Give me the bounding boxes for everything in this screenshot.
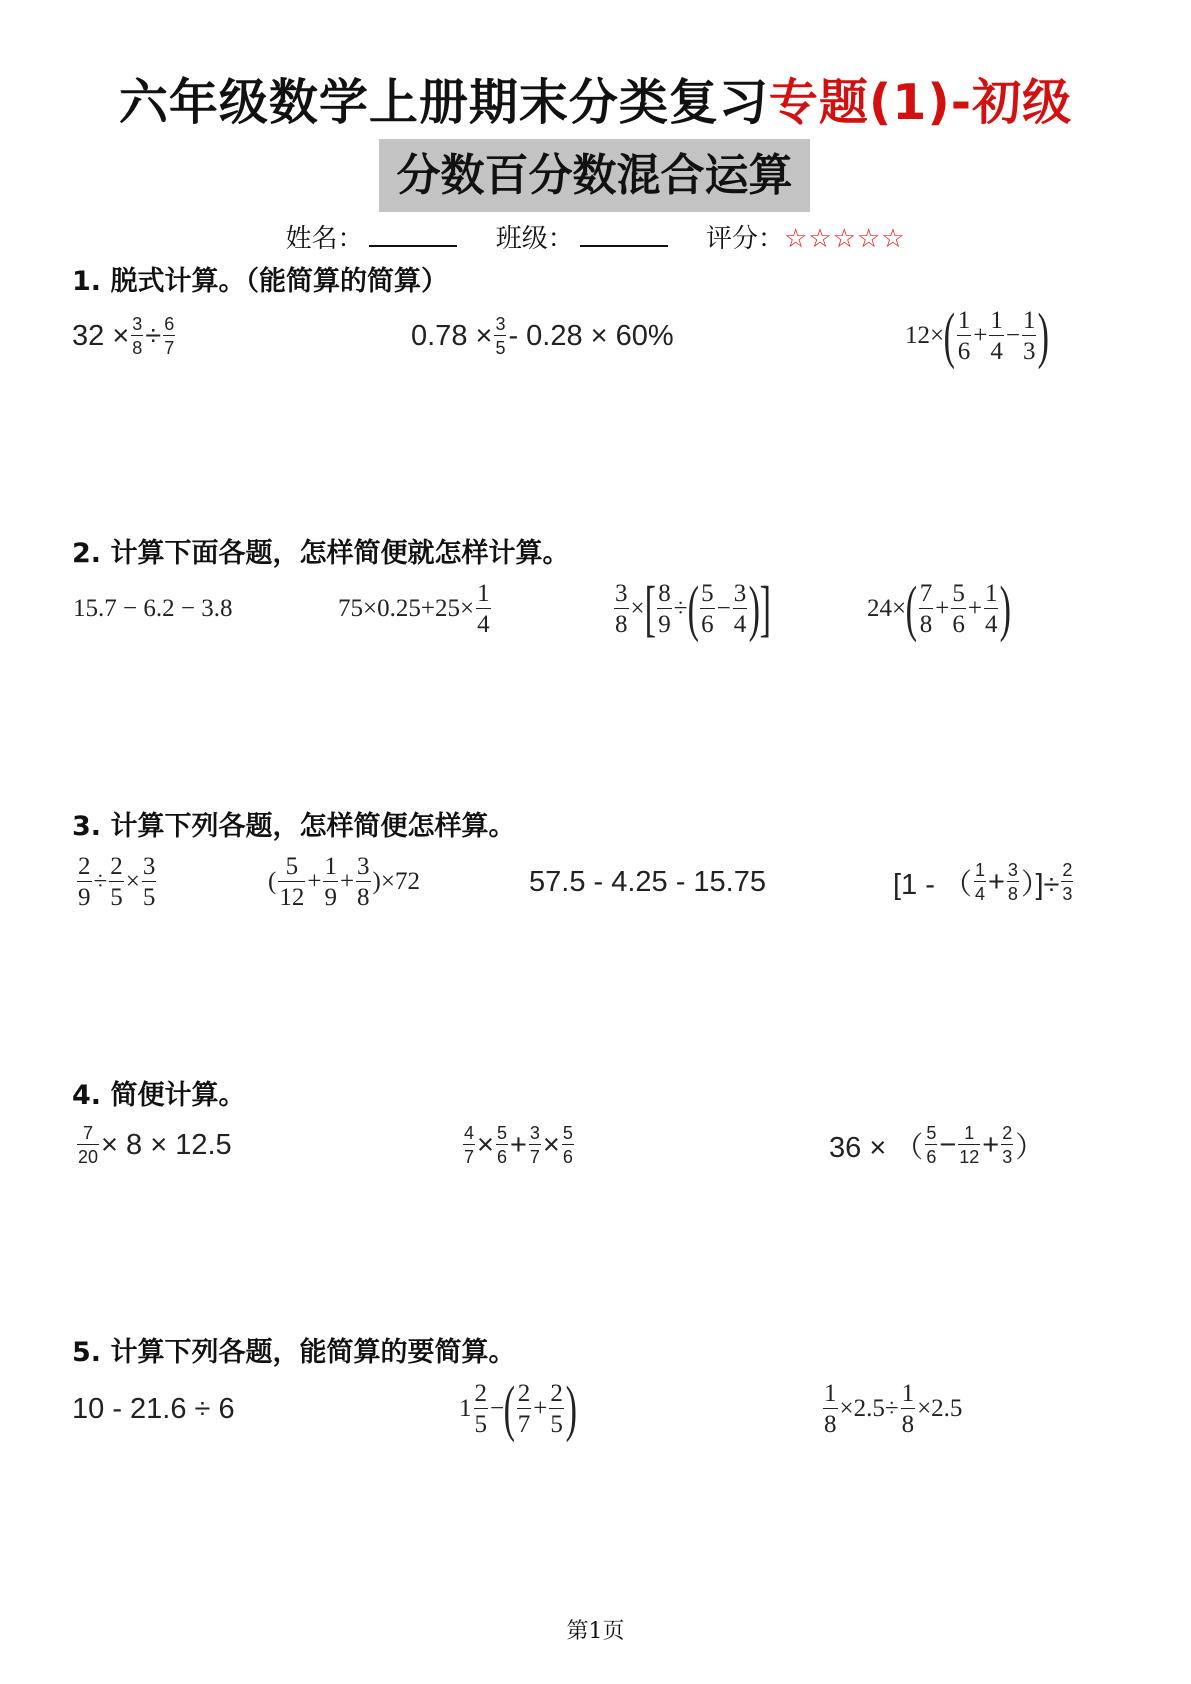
math-text: + xyxy=(987,865,1005,898)
numerator: 3 xyxy=(1007,860,1018,880)
math-text: 36 × （ xyxy=(829,1131,924,1164)
math-text: - 0.28 × 60% xyxy=(508,319,674,352)
math-text: + xyxy=(509,1128,527,1161)
numerator: 2 xyxy=(517,1380,531,1407)
section-heading: 4. 简便计算。 xyxy=(72,1080,246,1111)
math-text: + xyxy=(935,595,950,622)
numerator: 7 xyxy=(919,580,933,607)
bracket-open-paren: ( xyxy=(943,302,956,370)
numerator: 1 xyxy=(824,1380,837,1407)
denominator: 3 xyxy=(1022,335,1037,364)
fraction xyxy=(323,854,338,910)
title-topic: 专题(1)-初级 xyxy=(768,74,1073,131)
fraction xyxy=(1022,308,1037,364)
fraction xyxy=(700,581,715,637)
bracket-close-paren: ) xyxy=(1038,302,1050,370)
math-problem xyxy=(338,574,493,644)
math-text: 0.78 × xyxy=(411,319,493,352)
fraction xyxy=(989,308,1004,364)
denominator: 8 xyxy=(131,335,143,357)
fraction xyxy=(823,1381,838,1437)
numerator: 5 xyxy=(496,1123,507,1143)
numerator: 1 xyxy=(990,307,1003,334)
math-text: × xyxy=(477,1128,494,1161)
fraction xyxy=(463,1124,475,1166)
numerator: 1 xyxy=(984,580,998,607)
math-problem xyxy=(529,847,766,917)
fraction xyxy=(1007,861,1019,903)
fraction xyxy=(562,1124,574,1166)
subtitle-banner: 分数百分数混合运算 xyxy=(379,139,810,212)
numerator: 3 xyxy=(615,580,628,607)
math-text: 75×0.25+25× xyxy=(338,595,475,622)
denominator: 6 xyxy=(562,1144,574,1166)
numerator: 3 xyxy=(733,580,747,607)
numerator: 2 xyxy=(1002,1123,1013,1143)
denominator: 4 xyxy=(989,335,1004,364)
fraction xyxy=(974,861,986,903)
numerator: 5 xyxy=(562,1123,573,1143)
numerator: 1 xyxy=(901,1380,915,1407)
fraction xyxy=(529,1124,541,1166)
math-text: − xyxy=(1005,322,1020,349)
score-stars: ☆☆☆☆☆ xyxy=(784,224,906,254)
denominator: 12 xyxy=(958,1144,980,1166)
class-label: 班级： xyxy=(495,224,574,254)
math-text: ÷ xyxy=(673,595,688,622)
numerator: 8 xyxy=(658,580,671,607)
fraction xyxy=(901,1381,916,1437)
fraction xyxy=(957,308,972,364)
bracket-open-paren: ( xyxy=(687,575,699,643)
math-problem xyxy=(893,847,1075,917)
math-problem xyxy=(75,847,158,917)
denominator: 5 xyxy=(474,1408,489,1437)
numerator: 3 xyxy=(529,1123,540,1143)
denominator: 6 xyxy=(951,608,966,637)
numerator: 1 xyxy=(957,307,971,334)
numerator: 2 xyxy=(1062,860,1073,880)
bracket-open-paren: ( xyxy=(503,1375,516,1443)
math-problem xyxy=(905,301,1049,371)
denominator: 4 xyxy=(984,608,999,637)
denominator: 5 xyxy=(109,881,124,910)
fraction xyxy=(1001,1124,1013,1166)
math-problem xyxy=(73,574,232,644)
numerator: 5 xyxy=(701,580,714,607)
math-text: ×2.5 xyxy=(917,1395,963,1422)
bracket-close-bracket: ] xyxy=(759,575,771,643)
math-text: × xyxy=(125,868,140,895)
score-label: 评分： xyxy=(706,224,785,254)
math-text: ÷ xyxy=(93,868,108,895)
math-text: 10 - 21.6 ÷ 6 xyxy=(72,1392,235,1425)
math-text: + xyxy=(307,868,322,895)
fraction xyxy=(549,1381,564,1437)
math-text: − xyxy=(939,1128,957,1161)
fraction xyxy=(1061,861,1073,903)
numerator: 3 xyxy=(142,853,156,880)
denominator: 6 xyxy=(925,1144,937,1166)
math-text: + xyxy=(967,595,982,622)
math-text: × xyxy=(630,595,645,622)
fraction xyxy=(356,854,371,910)
denominator: 7 xyxy=(463,1144,475,1166)
denominator: 3 xyxy=(1001,1144,1013,1166)
math-problem xyxy=(461,1110,576,1180)
page-number: 第1页 xyxy=(566,1619,625,1644)
math-text: [1 - （ xyxy=(893,868,972,901)
denominator: 12 xyxy=(278,881,305,910)
denominator: 20 xyxy=(77,1144,99,1166)
math-text: 57.5 - 4.25 - 15.75 xyxy=(529,865,766,898)
math-problem xyxy=(75,1110,232,1180)
math-problem xyxy=(72,1374,235,1444)
denominator: 4 xyxy=(476,608,491,637)
math-problem xyxy=(72,301,177,371)
denominator: 8 xyxy=(614,608,629,637)
fraction xyxy=(958,1124,980,1166)
denominator: 8 xyxy=(919,608,934,637)
denominator: 8 xyxy=(356,881,371,910)
denominator: 6 xyxy=(957,335,972,364)
numerator: 3 xyxy=(357,853,370,880)
fraction xyxy=(657,581,672,637)
denominator: 9 xyxy=(323,881,338,910)
math-text: 32 × xyxy=(72,319,130,352)
math-text: 15.7 − 6.2 − 3.8 xyxy=(73,595,233,622)
title-main: 六年级数学上册期末分类复习 xyxy=(118,74,769,131)
denominator: 8 xyxy=(823,1408,838,1437)
math-text: ×2.5÷ xyxy=(839,1395,899,1422)
math-text: 1 xyxy=(459,1395,472,1422)
bracket-close-paren: ) xyxy=(1000,575,1012,643)
denominator: 8 xyxy=(901,1408,916,1437)
numerator: 1 xyxy=(964,1123,975,1143)
math-text: 12× xyxy=(905,322,945,349)
math-text: − xyxy=(490,1395,505,1422)
numerator: 2 xyxy=(474,1380,487,1407)
math-problem xyxy=(829,1110,1044,1180)
fraction xyxy=(77,1124,99,1166)
numerator: 2 xyxy=(550,1380,563,1407)
fraction xyxy=(984,581,999,637)
name-blank[interactable] xyxy=(369,223,457,247)
math-text: + xyxy=(339,868,355,895)
fraction xyxy=(163,315,175,357)
numerator: 1 xyxy=(1022,307,1036,334)
denominator: 6 xyxy=(496,1144,508,1166)
math-text: )×72 xyxy=(372,868,420,895)
math-text: ÷ xyxy=(145,319,162,352)
fraction xyxy=(131,315,143,357)
numerator: 7 xyxy=(83,1123,94,1143)
section-heading: 3. 计算下列各题，怎样简便怎样算。 xyxy=(72,811,516,842)
fraction xyxy=(733,581,748,637)
student-info xyxy=(0,218,1191,255)
fraction xyxy=(951,581,966,637)
denominator: 6 xyxy=(700,608,715,637)
denominator: 9 xyxy=(657,608,672,637)
section-heading: 5. 计算下列各题，能简算的要简算。 xyxy=(72,1337,516,1368)
fraction xyxy=(925,1124,937,1166)
fraction xyxy=(494,315,506,357)
denominator: 8 xyxy=(1007,881,1019,903)
fraction xyxy=(614,581,629,637)
denominator: 4 xyxy=(974,881,986,903)
page-title xyxy=(0,64,1191,134)
math-text: 24× xyxy=(867,595,907,622)
numerator: 5 xyxy=(926,1123,937,1143)
math-problem xyxy=(411,301,674,371)
bracket-open-paren: ( xyxy=(905,575,918,643)
section-heading: 2. 计算下面各题，怎样简便就怎样计算。 xyxy=(72,538,570,569)
denominator: 7 xyxy=(517,1408,532,1437)
math-text: + xyxy=(533,1395,548,1422)
bracket-open-bracket: [ xyxy=(644,575,656,643)
numerator: 2 xyxy=(110,853,123,880)
denominator: 5 xyxy=(142,881,157,910)
math-text: × 8 × 12.5 xyxy=(101,1128,232,1161)
math-text: + xyxy=(973,322,988,349)
denominator: 9 xyxy=(77,881,92,910)
numerator: 1 xyxy=(324,853,337,880)
math-text: − xyxy=(716,595,731,622)
numerator: 4 xyxy=(464,1123,475,1143)
denominator: 3 xyxy=(1061,881,1073,903)
section-heading: 1. 脱式计算。（能简算的简算） xyxy=(72,266,448,297)
math-text: ( xyxy=(268,868,277,895)
math-text: ） xyxy=(1015,1131,1045,1164)
bracket-close-paren: ) xyxy=(748,575,761,643)
math-problem xyxy=(459,1374,577,1444)
denominator: 7 xyxy=(163,335,175,357)
fraction xyxy=(517,1381,532,1437)
fraction xyxy=(496,1124,508,1166)
fraction xyxy=(476,581,491,637)
numerator: 1 xyxy=(974,860,985,880)
numerator: 2 xyxy=(78,853,91,880)
denominator: 4 xyxy=(733,608,748,637)
fraction xyxy=(142,854,157,910)
numerator: 3 xyxy=(132,314,143,334)
math-text: + xyxy=(982,1128,1000,1161)
math-problem xyxy=(612,574,771,644)
numerator: 6 xyxy=(164,314,175,334)
fraction xyxy=(109,854,124,910)
denominator: 5 xyxy=(549,1408,564,1437)
fraction xyxy=(77,854,92,910)
bracket-close-paren: ) xyxy=(565,1375,577,1443)
class-blank[interactable] xyxy=(580,223,668,247)
math-problem xyxy=(867,574,1011,644)
math-text: ）]÷ xyxy=(1020,868,1060,901)
math-problem xyxy=(268,847,420,917)
numerator: 1 xyxy=(477,580,490,607)
denominator: 5 xyxy=(494,335,506,357)
fraction xyxy=(278,854,305,910)
numerator: 5 xyxy=(285,853,299,880)
fraction xyxy=(919,581,934,637)
name-label: 姓名： xyxy=(285,224,364,254)
fraction xyxy=(474,1381,489,1437)
numerator: 5 xyxy=(952,580,965,607)
numerator: 3 xyxy=(495,314,506,334)
math-text: × xyxy=(542,1128,560,1161)
denominator: 7 xyxy=(529,1144,541,1166)
math-problem xyxy=(821,1374,962,1444)
